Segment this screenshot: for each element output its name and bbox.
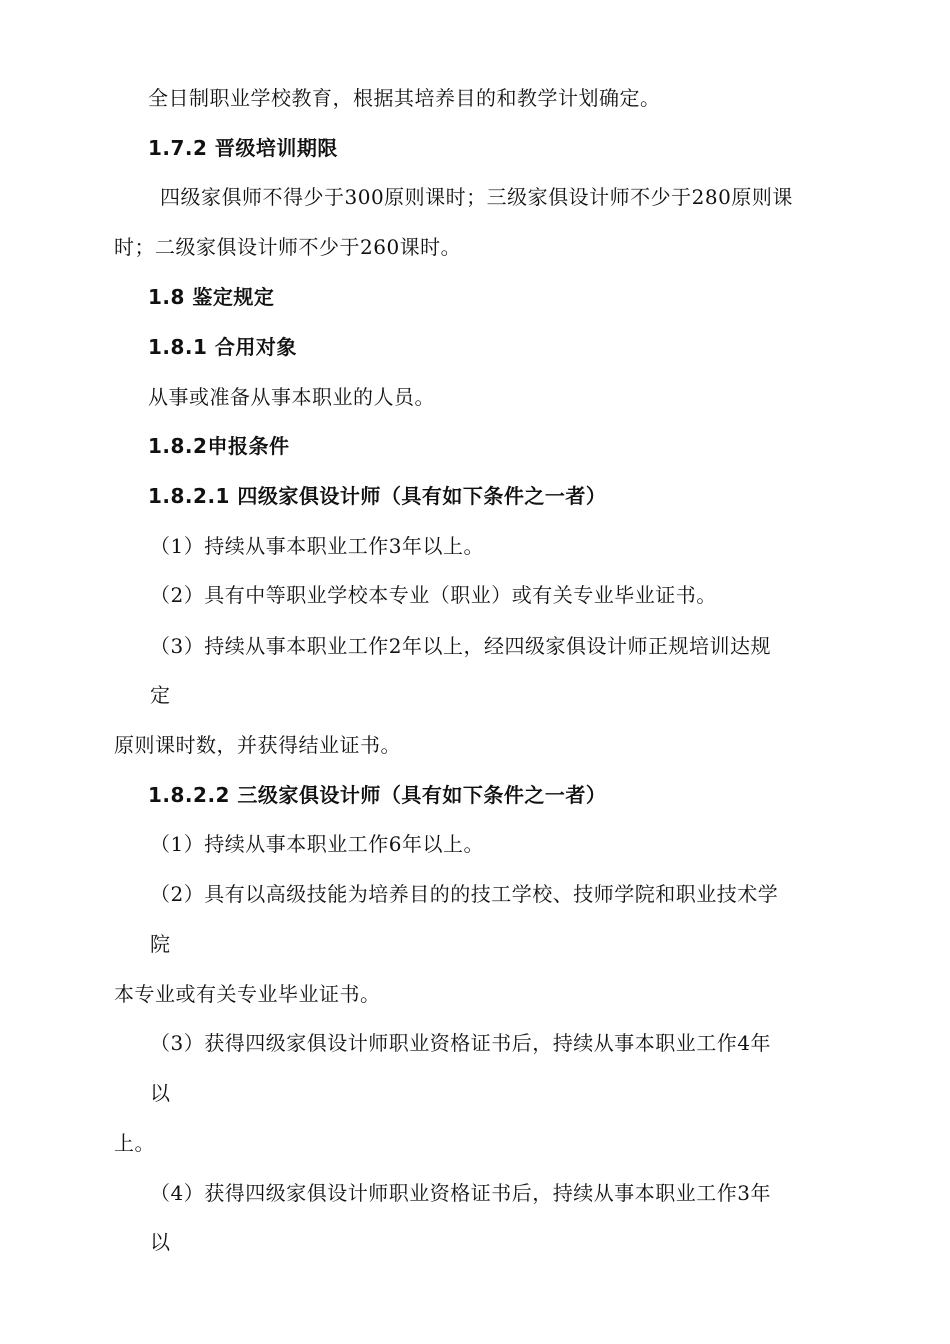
list-item-continuation: 以 xyxy=(150,1230,171,1254)
section-heading: 1.7.2 晋级培训期限 xyxy=(148,136,338,160)
paragraph-line: 从事或准备从事本职业的人员。 xyxy=(148,385,435,409)
list-item: （3）获得四级家俱设计师职业资格证书后，持续从事本职业工作4年 xyxy=(150,1031,771,1055)
section-heading: 1.8.2申报条件 xyxy=(148,434,290,458)
list-item-continuation: 以 xyxy=(150,1081,171,1105)
list-item: （2）具有中等职业学校本专业（职业）或有关专业毕业证书。 xyxy=(150,583,717,607)
paragraph-line: 全日制职业学校教育，根据其培养目的和教学计划确定。 xyxy=(148,86,661,110)
paragraph-line: 上。 xyxy=(114,1131,155,1155)
list-item: （4）获得四级家俱设计师职业资格证书后，持续从事本职业工作3年 xyxy=(150,1181,771,1205)
paragraph-line: 四级家俱师不得少于300原则课时；三级家俱设计师不少于280原则课 xyxy=(160,185,793,209)
section-heading: 1.8 鉴定规定 xyxy=(148,285,275,309)
list-item: （2）具有以高级技能为培养目的的技工学校、技师学院和职业技术学 xyxy=(150,882,779,906)
paragraph-line: 原则课时数，并获得结业证书。 xyxy=(114,733,401,757)
section-heading: 1.8.2.1 四级家俱设计师（具有如下条件之一者） xyxy=(148,484,607,508)
section-heading: 1.8.1 合用对象 xyxy=(148,335,297,359)
list-item: （1）持续从事本职业工作6年以上。 xyxy=(150,832,484,856)
section-heading: 1.8.2.2 三级家俱设计师（具有如下条件之一者） xyxy=(148,783,607,807)
list-item-continuation: 院 xyxy=(150,932,171,956)
list-item: （1）持续从事本职业工作3年以上。 xyxy=(150,534,484,558)
list-item: （3）持续从事本职业工作2年以上，经四级家俱设计师正规培训达规 xyxy=(150,634,771,658)
paragraph-line: 本专业或有关专业毕业证书。 xyxy=(114,982,381,1006)
paragraph-line: 时；二级家俱设计师不少于260课时。 xyxy=(114,235,462,259)
list-item-continuation: 定 xyxy=(150,683,171,707)
